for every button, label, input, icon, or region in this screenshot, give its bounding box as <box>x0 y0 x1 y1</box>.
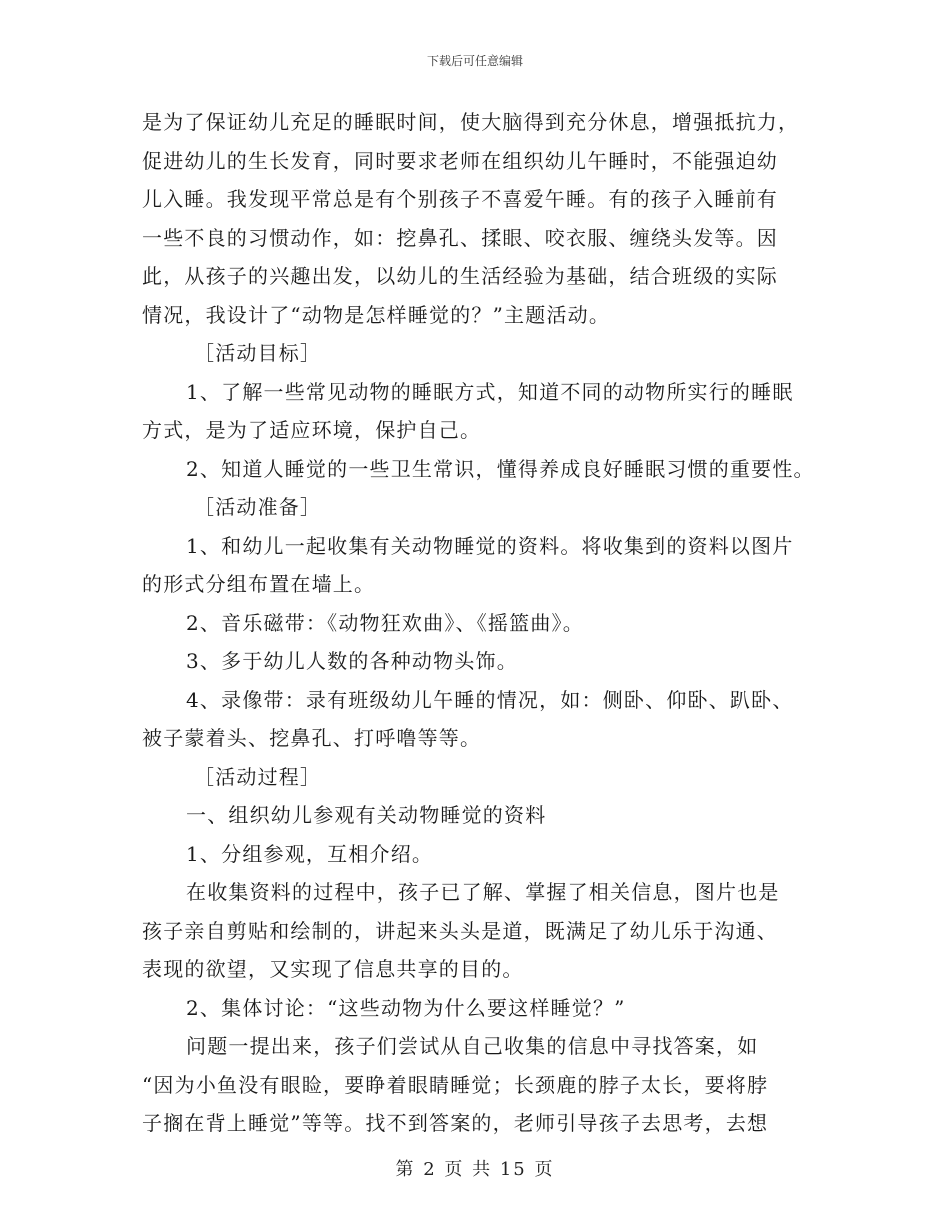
body-line: 3、多于幼儿人数的各种动物头饰。 <box>186 649 518 673</box>
body-line: 问题一提出来，孩子们尝试从自己收集的信息中寻找答案，如 <box>186 1034 759 1058</box>
body-line: 1、和幼儿一起收集有关动物睡觉的资料。将收集到的资料以图片 <box>186 533 794 558</box>
body-line: 2、集体讨论：“这些动物为什么要这样睡觉？” <box>186 995 626 1020</box>
body-line: 子搁在背上睡觉”等等。找不到答案的，老师引导孩子去思考，去想 <box>142 1111 769 1135</box>
section-heading-preparation: ［活动准备］ <box>194 495 322 519</box>
body-line: 2、音乐磁带：《动物狂欢曲》、《摇篮曲》。 <box>186 610 584 635</box>
body-line: 表现的欲望，又实现了信息共享的目的。 <box>142 957 524 981</box>
body-line: 此，从孩子的兴趣出发，以幼儿的生活经验为基础，结合班级的实际 <box>142 264 778 288</box>
section-heading-goals: ［活动目标］ <box>194 341 322 365</box>
body-line: 促进幼儿的生长发育，同时要求老师在组织幼儿午睡时，不能强迫幼 <box>142 148 778 173</box>
body-line: 儿入睡。我发现平常总是有个别孩子不喜爱午睡。有的孩子入睡前有 <box>142 187 778 211</box>
body-line: 的形式分组布置在墙上。 <box>142 572 376 596</box>
body-line: 2、知道人睡觉的一些卫生常识，懂得养成良好睡眠习惯的重要性。 <box>186 456 815 481</box>
body-line: 在收集资料的过程中，孩子已了解、掌握了相关信息，图片也是 <box>186 880 780 904</box>
page-header: 下载后可任意编辑 <box>426 54 523 68</box>
page-footer: 第 2 页 共 15 页 <box>395 1159 555 1180</box>
body-line: 情况，我设计了“动物是怎样睡觉的？”主题活动。 <box>142 302 611 327</box>
body-line: 1、分组参观，互相介绍。 <box>186 841 434 866</box>
body-line: 是为了保证幼儿充足的睡眠时间，使大脑得到充分休息，增强抵抗力， <box>142 110 800 134</box>
section-heading-process: ［活动过程］ <box>194 764 322 789</box>
body-text <box>142 103 822 1143</box>
body-line: 被子蒙着头、挖鼻孔、打呼噜等等。 <box>142 726 482 750</box>
body-line: 1、了解一些常见动物的睡眠方式，知道不同的动物所实行的睡眠 <box>186 379 794 404</box>
body-line: 4、录像带：录有班级幼儿午睡的情况，如：侧卧、仰卧、趴卧、 <box>186 687 794 712</box>
body-line: “因为小鱼没有眼睑，要睁着眼睛睡觉；长颈鹿的脖子太长，要将脖 <box>142 1072 769 1097</box>
body-line: 方式，是为了适应环境，保护自己。 <box>142 418 482 442</box>
body-line: 一、组织幼儿参观有关动物睡觉的资料 <box>186 803 547 827</box>
body-line: 孩子亲自剪贴和绘制的，讲起来头头是道，既满足了幼儿乐于沟通、 <box>142 918 778 943</box>
body-line: 一些不良的习惯动作，如：挖鼻孔、揉眼、咬衣服、缠绕头发等。因 <box>142 225 778 250</box>
